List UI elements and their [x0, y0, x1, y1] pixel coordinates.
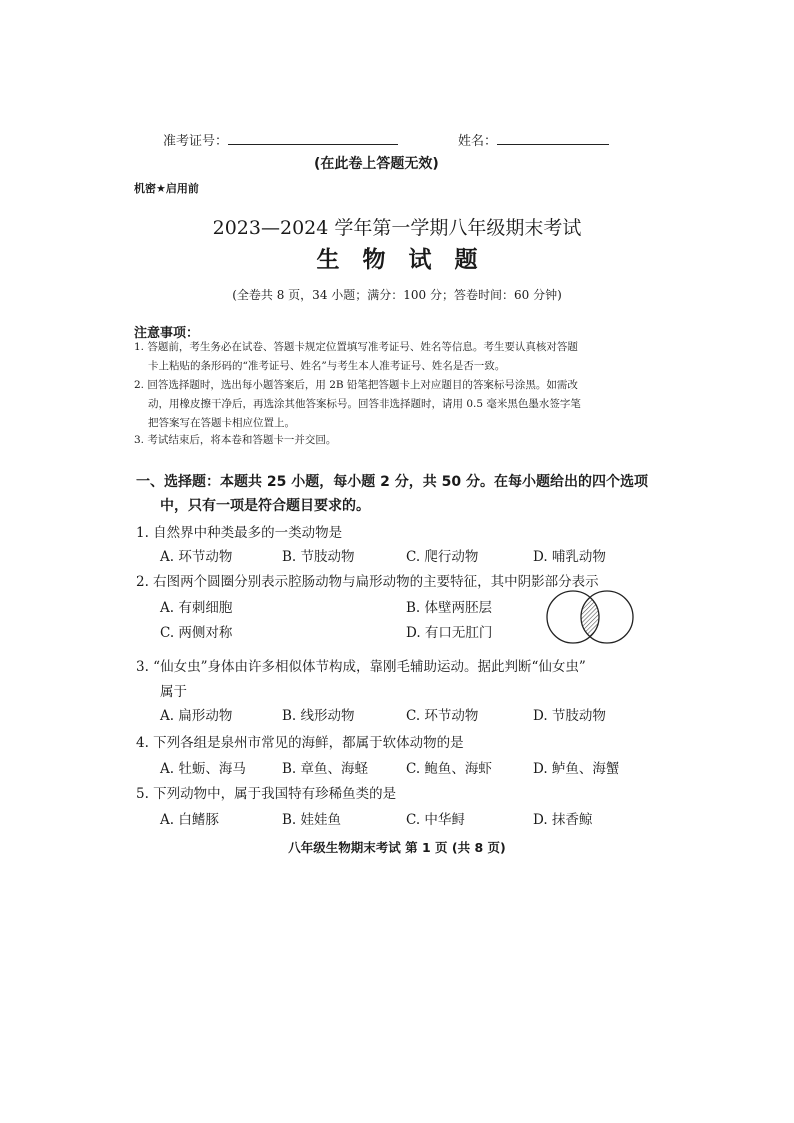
option: B. 娃娃鱼: [282, 812, 342, 828]
option: D. 有口无肛门: [406, 625, 493, 641]
option: D. 鲈鱼、海蟹: [533, 761, 620, 777]
option: C. 爬行动物: [406, 549, 479, 565]
admission-number-field: [163, 130, 398, 149]
name-field: [458, 130, 609, 149]
notes-heading: 注意事项：: [134, 326, 200, 341]
option: C. 两侧对称: [160, 625, 233, 641]
page-footer: 八年级生物期末考试 第 1 页 (共 8 页): [288, 840, 506, 855]
notes-item: 卡上粘贴的条形码的“准考证号、姓名”与考生本人准考证号、姓名是否一致。: [148, 360, 506, 372]
admission-number-blank: [228, 130, 398, 145]
section-heading-cont: 中，只有一项是符合题目要求的。: [160, 498, 370, 514]
option: D. 哺乳动物: [533, 549, 606, 565]
option: B. 体壁两胚层: [406, 600, 493, 616]
question-stem: 3. “仙女虫”身体由许多相似体节构成，靠刚毛辅助运动。据此判断“仙女虫”: [136, 659, 586, 675]
name-label: 姓名：: [458, 134, 498, 149]
option: A. 扁形动物: [160, 708, 233, 724]
question-stem-cont: 属于: [160, 684, 187, 700]
admission-number-label: 准考证号：: [163, 134, 229, 149]
option: B. 节肢动物: [282, 549, 355, 565]
option: A. 环节动物: [160, 549, 233, 565]
option: D. 节肢动物: [533, 708, 606, 724]
subject-title: 生 物 试 题: [316, 247, 478, 273]
option: B. 章鱼、海蛏: [282, 761, 369, 777]
question-stem: 2. 右图两个圆圈分别表示腔肠动物与扁形动物的主要特征，其中阴影部分表示: [136, 574, 599, 590]
option: C. 鲍鱼、海虾: [406, 761, 492, 777]
confidential-mark: 机密★启用前: [134, 182, 199, 195]
option: B. 线形动物: [282, 708, 355, 724]
venn-diagram: [543, 589, 637, 645]
question-stem: 4. 下列各组是泉州市常见的海鲜，都属于软体动物的是: [136, 735, 464, 751]
notes-item: 把答案写在答题卡相应位置上。: [148, 417, 295, 429]
option: C. 中华鲟: [406, 812, 465, 828]
notes-item: 3. 考试结束后，将本卷和答题卡一并交回。: [134, 434, 337, 446]
notes-item: 动，用橡皮擦干净后，再选涂其他答案标号。回答非选择题时，请用 0.5 毫米黑色墨水签字笔: [148, 398, 581, 410]
question-stem: 5. 下列动物中，属于我国特有珍稀鱼类的是: [136, 786, 397, 802]
option: A. 有刺细胞: [160, 600, 233, 616]
option: D. 抹香鲸: [533, 812, 593, 828]
question-stem: 1. 自然界中种类最多的一类动物是: [136, 525, 343, 541]
notes-item: 2. 回答选择题时，选出每小题答案后，用 2B 铅笔把答题卡上对应题目的答案标号涂黑。如需改: [134, 379, 578, 391]
section-heading: 一、选择题：本题共 25 小题，每小题 2 分，共 50 分。在每小题给出的四个选项: [136, 474, 648, 490]
option: C. 环节动物: [406, 708, 479, 724]
option: A. 白鳍豚: [160, 812, 219, 828]
exam-title: 2023—2024 学年第一学期八年级期末考试: [212, 217, 582, 239]
name-blank: [497, 130, 609, 145]
exam-info: (全卷共 8 页，34 小题；满分：100 分；答卷时间：60 分钟): [232, 288, 562, 302]
option: A. 牡蛎、海马: [160, 761, 246, 777]
notes-item: 1. 答题前，考生务必在试卷、答题卡规定位置填写准考证号、姓名等信息。考生要认真核对答题: [134, 341, 578, 353]
invalid-notice: (在此卷上答题无效): [314, 156, 439, 172]
